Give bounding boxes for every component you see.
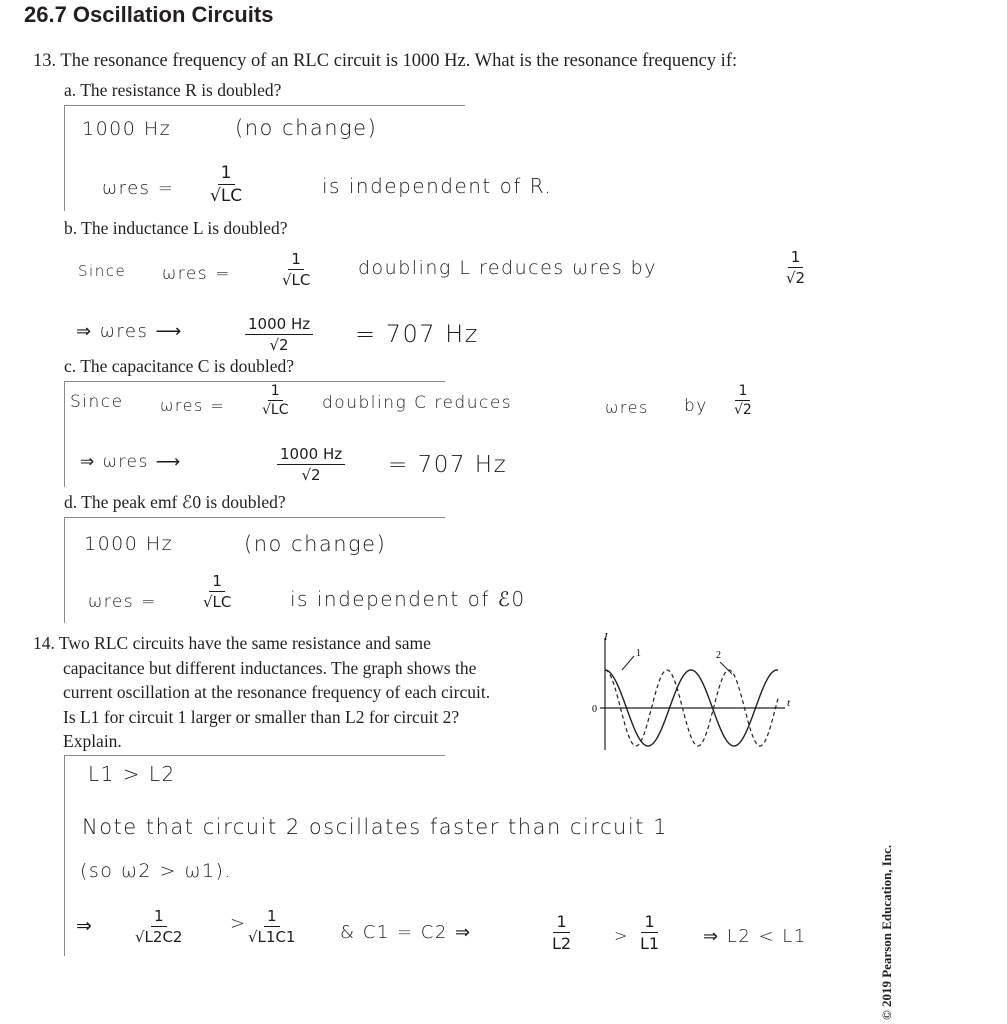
question-14-line: Is L1 for circuit 1 larger or smaller than L2 for circuit 2?	[63, 706, 460, 727]
question-14-line: capacitance but different inductances. The graph shows the	[63, 657, 477, 678]
answer-14-fraction-2	[248, 907, 295, 946]
answer-13c-formula-fraction	[262, 383, 289, 418]
answer-13a-w-label: ωres =	[102, 178, 175, 199]
question-13c-prompt: c. The capacitance C is doubled?	[64, 356, 294, 376]
graph-y-label: I	[604, 631, 608, 643]
answer-13a-note: (no change)	[235, 116, 378, 140]
fraction-numerator: 1	[641, 912, 657, 933]
answer-13c-w-label: ωres =	[160, 396, 226, 415]
fraction-numerator: 1000 Hz	[245, 315, 313, 335]
fraction-denominator: √L1C1	[248, 928, 296, 946]
fraction-denominator: √LC	[262, 402, 289, 418]
answer-13b-arrow: ⇒ ωres ⟶	[76, 321, 183, 342]
answer-13c-arrow: ⇒ ωres ⟶	[80, 452, 182, 472]
answer-13b-since: Since	[78, 262, 127, 280]
fraction-numerator: 1	[788, 248, 804, 268]
answer-13b-factor-fraction	[786, 248, 805, 287]
answer-14-fraction-4	[640, 912, 659, 953]
answer-13c-explanation: doubling C reduces	[322, 393, 513, 413]
answer-13a-formula-fraction	[210, 163, 242, 206]
question-13a-prompt: a. The resistance R is doubled?	[64, 80, 282, 100]
fraction-numerator: 1	[735, 383, 750, 401]
answer-13c-result: = 707 Hz	[388, 452, 508, 478]
answer-14-final: ⇒ L2 < L1	[703, 926, 807, 947]
answer-14-gt-1: >	[230, 913, 247, 934]
fraction-denominator: √LC	[203, 593, 232, 611]
answer-13c-result-fraction	[277, 445, 345, 484]
oscillation-graph	[580, 630, 800, 755]
question-14-line: Explain.	[63, 731, 122, 751]
fraction-denominator: √LC	[282, 271, 311, 289]
answer-13c-since: Since	[70, 392, 124, 412]
graph-origin-label: 0	[592, 704, 597, 715]
answer-13b-result: = 707 Hz	[355, 320, 479, 348]
fraction-numerator: 1000 Hz	[277, 445, 345, 465]
answer-14-conclusion: L1 > L2	[88, 762, 176, 786]
fraction-numerator: 1	[151, 907, 167, 927]
answer-13b-formula-fraction	[282, 250, 310, 289]
graph-curve-2-label: 2	[716, 650, 721, 661]
question-13d-prompt: d. The peak emf ℰ0 is doubled?	[64, 492, 286, 512]
answer-13b-explanation: doubling L reduces ωres by	[358, 257, 657, 279]
answer-13c-w-label-2: ωres	[605, 398, 649, 417]
fraction-denominator: √L2C2	[135, 928, 183, 946]
copyright-notice: © 2019 Pearson Education, Inc.	[879, 844, 894, 1020]
fraction-numerator: 1	[264, 907, 280, 927]
fraction-denominator: √2	[734, 402, 752, 418]
fraction-denominator: √2	[269, 336, 289, 354]
answer-13c-by: by	[684, 396, 708, 416]
fraction-numerator: 1	[553, 912, 569, 933]
page-title: 26.7 Oscillation Circuits	[24, 2, 274, 27]
graph-x-label: t	[787, 697, 791, 709]
fraction-numerator: 1	[218, 163, 235, 185]
answer-13b-result-fraction	[245, 315, 313, 354]
answer-13d-note: (no change)	[244, 532, 387, 556]
question-13b-prompt: b. The inductance L is doubled?	[64, 218, 288, 238]
fraction-numerator: 1	[209, 572, 225, 592]
question-13-text: 13. The resonance frequency of an RLC circuit is 1000 Hz. What is the resonance frequency if:	[33, 51, 738, 71]
question-14-line: 14. Two RLC circuits have the same resistance and same	[33, 633, 431, 653]
answer-13d-formula-fraction	[203, 572, 231, 611]
answer-13a-explanation: is independent of R.	[322, 174, 553, 198]
answer-14-implies: ⇒	[76, 915, 94, 937]
fraction-denominator: √LC	[210, 186, 243, 206]
graph-curve-1-label: 1	[636, 648, 641, 659]
answer-14-fraction-1	[135, 907, 182, 946]
answer-13d-w-label: ωres =	[88, 592, 157, 612]
question-14-text	[33, 631, 490, 754]
graph-curve-1-leader	[622, 656, 634, 670]
answer-13b-w-label: ωres =	[162, 264, 231, 284]
fraction-denominator: √2	[786, 269, 806, 287]
answer-13d-explanation: is independent of ℰ0	[290, 587, 526, 611]
fraction-numerator: 1	[288, 250, 304, 270]
answer-14-note: Note that circuit 2 oscillates faster than circuit 1	[82, 815, 668, 839]
fraction-denominator: L1	[640, 934, 660, 953]
answer-13a-value: 1000 Hz	[82, 118, 172, 140]
answer-14-gt-2: >	[614, 926, 629, 945]
question-14-line: current oscillation at the resonance frequency of each circuit.	[63, 682, 491, 702]
fraction-denominator: L2	[552, 934, 572, 953]
fraction-numerator: 1	[268, 383, 283, 401]
answer-14-note-2: (so ω2 > ω1).	[80, 860, 232, 882]
fraction-denominator: √2	[301, 466, 321, 484]
answer-13c-factor-fraction	[734, 383, 752, 418]
answer-14-fraction-3	[552, 912, 571, 953]
answer-13d-value: 1000 Hz	[84, 533, 174, 555]
answer-14-condition: & C1 = C2 ⇒	[340, 922, 472, 943]
